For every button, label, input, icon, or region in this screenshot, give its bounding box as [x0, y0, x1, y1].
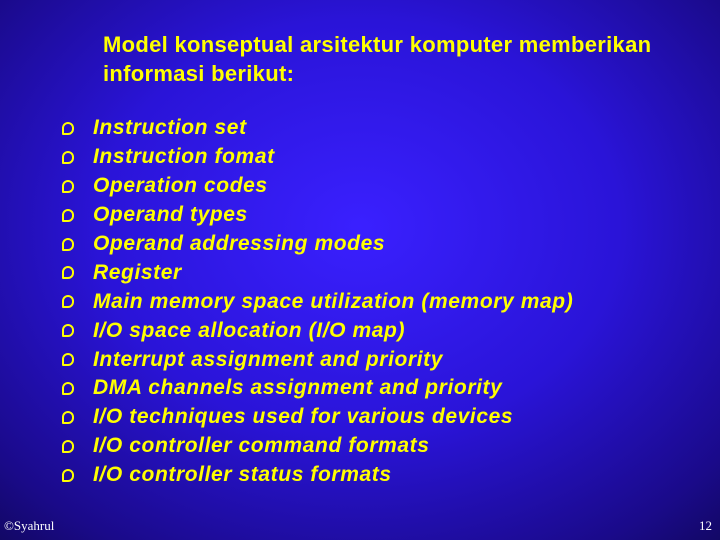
list-item-text: Main memory space utilization (memory map) [93, 289, 574, 313]
checkbox-square-icon [62, 180, 74, 193]
checkbox-square-icon [62, 440, 74, 453]
list-item-text: DMA channels assignment and priority [93, 376, 503, 400]
list-item [62, 316, 573, 345]
list-item-text: Interrupt assignment and priority [93, 347, 444, 371]
list-item [62, 287, 573, 316]
list-item-text: I/O controller command formats [93, 434, 430, 458]
list-item [62, 432, 573, 461]
checkbox-square-icon [62, 411, 74, 424]
checkbox-square-icon [62, 469, 74, 482]
checkbox-square-icon [62, 151, 74, 164]
list-item [62, 114, 573, 143]
list-item-text: I/O techniques used for various devices [93, 405, 514, 429]
list-item [62, 374, 573, 403]
list-item-text: I/O space allocation (I/O map) [93, 318, 406, 342]
checkbox-square-icon [62, 324, 74, 337]
slide-title: Model konseptual arsitektur komputer memberikan informasi berikut: [103, 32, 652, 86]
checkbox-square-icon [62, 353, 74, 366]
list-item-text: I/O controller status formats [93, 463, 392, 487]
checkbox-square-icon [62, 238, 74, 251]
list-item [62, 143, 573, 172]
checkbox-square-icon [62, 382, 74, 395]
list-item [62, 172, 573, 201]
page-number: 12 [699, 518, 712, 533]
list-item [62, 345, 573, 374]
list-item-text: Instruction set [93, 116, 247, 140]
list-item [62, 403, 573, 432]
footer-author: ©Syahrul [4, 518, 55, 533]
list-item-text: Instruction fomat [93, 145, 275, 169]
list-item [62, 230, 573, 259]
list-item-text: Operation codes [93, 174, 268, 198]
list-item [62, 201, 573, 230]
list-item-text: Operand types [93, 203, 248, 227]
checkbox-square-icon [62, 209, 74, 222]
list-item-text: Register [93, 260, 182, 284]
bullet-list [62, 114, 573, 490]
list-item-text: Operand addressing modes [93, 232, 386, 255]
checkbox-square-icon [62, 266, 74, 279]
checkbox-square-icon [62, 295, 74, 308]
list-item [62, 258, 573, 287]
list-item [62, 461, 573, 490]
checkbox-square-icon [62, 122, 74, 135]
